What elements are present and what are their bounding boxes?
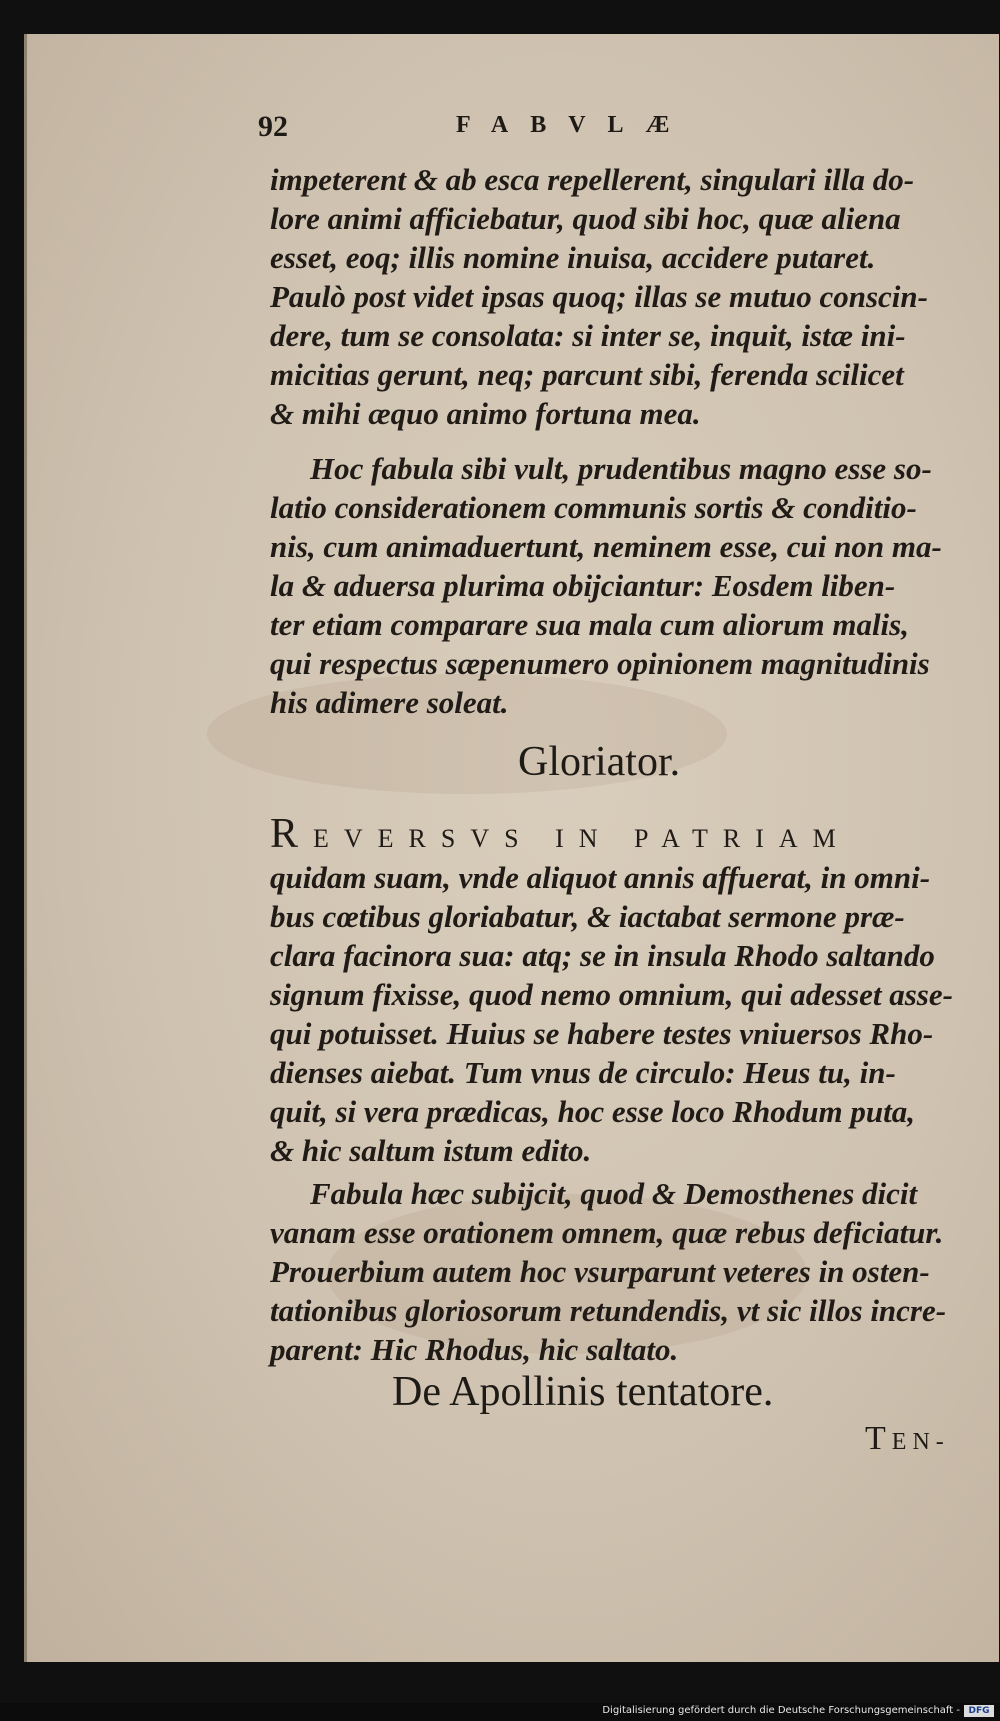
text-line: & hic saltum istum edito. — [270, 1133, 592, 1168]
page-header — [258, 110, 758, 150]
dfg-logo: DFG — [964, 1705, 994, 1717]
moral-line: Fabula hæc subijcit, quod & Demosthenes dicit — [310, 1176, 918, 1211]
text-line: qui potuisset. Huius se habere testes vniuersos Rho- — [270, 1016, 934, 1051]
gloriator-moral — [270, 1174, 975, 1369]
moral-line: Prouerbium autem hoc vsurparunt veteres in osten- — [270, 1254, 930, 1289]
opening-caps: EVERSVS IN PATRIAM — [313, 824, 851, 853]
fable-title-apollinis-tentatore: De Apollinis tentatore. — [392, 1369, 774, 1415]
moral-line: his adimere soleat. — [270, 685, 509, 720]
text-line: dere, tum se consolata: si inter se, inquit, istæ ini- — [270, 318, 906, 353]
moral-line: nis, cum animaduertunt, neminem esse, cui non ma- — [270, 529, 942, 564]
initial-letter: R — [270, 811, 314, 857]
fable-end-moral — [270, 449, 975, 722]
text-line: bus cœtibus gloriabatur, & iactabat sermone præ- — [270, 899, 905, 934]
fable-title-gloriator: Gloriator. — [518, 739, 681, 785]
opening-caps-line — [270, 810, 975, 858]
text-line: Paulò post videt ipsas quoq; illas se mutuo conscin- — [270, 279, 928, 314]
text-line: dienses aiebat. Tum vnus de circulo: Heus tu, in- — [270, 1055, 896, 1090]
footer-credit: Digitalisierung gefördert durch die Deutsche Forschungsgemeinschaft - — [602, 1705, 960, 1716]
moral-line: tationibus gloriosorum retundendis, vt sic illos incre- — [270, 1293, 947, 1328]
text-line: impeterent & ab esca repellerent, singulari illa do- — [270, 162, 915, 197]
text-line: esset, eoq; illis nomine inuisa, accidere putaret. — [270, 240, 876, 275]
gloriator-text — [270, 858, 975, 1170]
text-line: & mihi æquo animo fortuna mea. — [270, 396, 701, 431]
text-line: clara facinora sua: atq; se in insula Rhodo saltando — [270, 938, 935, 973]
moral-line: Hoc fabula sibi vult, prudentibus magno esse so- — [310, 451, 932, 486]
text-line: signum fixisse, quod nemo omnium, qui adesset asse- — [270, 977, 953, 1012]
moral-line: qui respectus sæpenumero opinionem magnitudinis — [270, 646, 930, 681]
moral-line: la & aduersa plurima obijciantur: Eosdem liben- — [270, 568, 896, 603]
page-number: 92 — [258, 110, 288, 143]
moral-line: vanam esse orationem omnem, quæ rebus deficiatur. — [270, 1215, 944, 1250]
moral-line: ter etiam comparare sua mala cum aliorum malis, — [270, 607, 909, 642]
catchword — [865, 1420, 950, 1458]
moral-line: parent: Hic Rhodus, hic saltato. — [270, 1332, 679, 1367]
text-line: lore animi afficiebatur, quod sibi hoc, quæ aliena — [270, 201, 901, 236]
text-line: micitias gerunt, neq; parcunt sibi, ferenda scilicet — [270, 357, 904, 392]
moral-line: latio considerationem communis sortis & conditio- — [270, 490, 917, 525]
catchword-initial: T — [865, 1420, 892, 1457]
text-line: quit, si vera prædicas, hoc esse loco Rhodum puta, — [270, 1094, 916, 1129]
fable-end-text — [270, 160, 975, 433]
catchword-rest: EN- — [891, 1429, 950, 1455]
text-line: quidam suam, vnde aliquot annis affuerat, in omni- — [270, 860, 931, 895]
running-title: FABVLÆ — [456, 112, 692, 138]
